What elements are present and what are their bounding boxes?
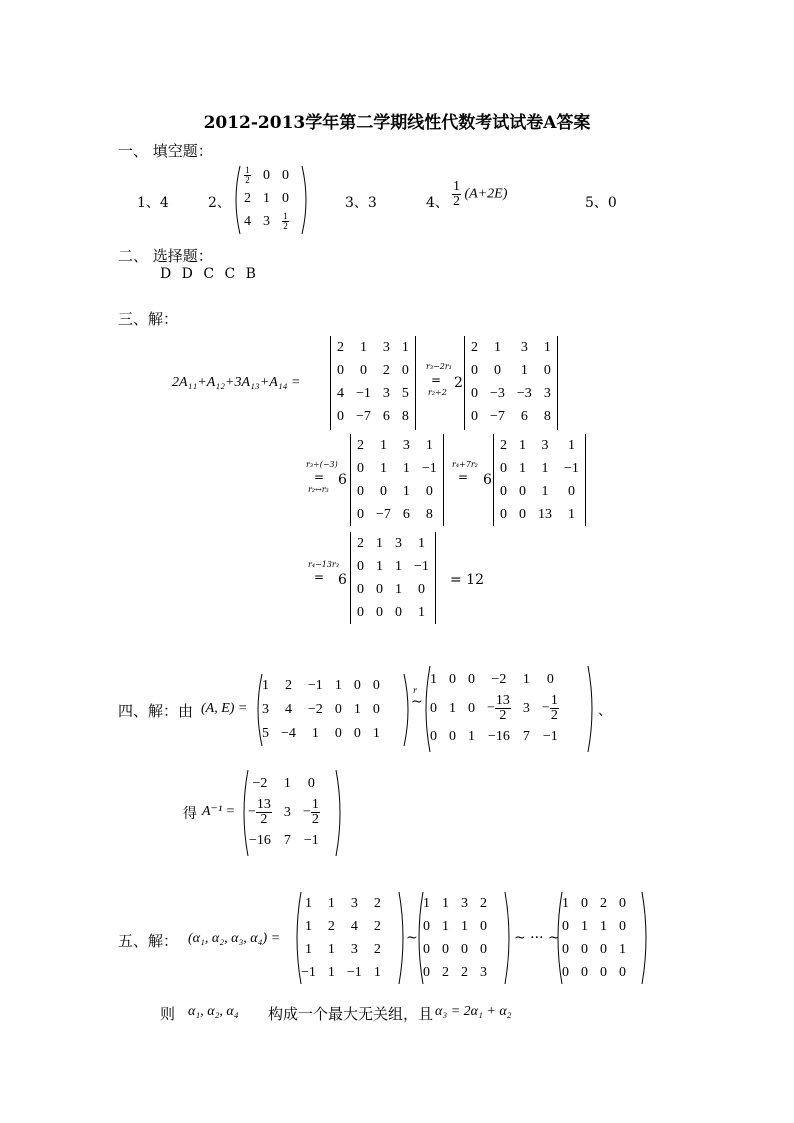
matrix-cell: 3 (461, 895, 468, 911)
matrix-cell: 1 (327, 941, 335, 957)
matrix-cell: 3 (350, 895, 358, 911)
matrix-row (556, 892, 632, 915)
row-op-1a: r₃−2r₁ (426, 362, 452, 371)
matrix-row (256, 674, 386, 698)
answer-5: 5、0 (585, 195, 617, 211)
matrix-cell: 2 (244, 190, 251, 206)
matrix-cell: 8 (401, 408, 409, 424)
matrix-cell: 0 (619, 895, 626, 911)
matrix-cell: 1 (417, 535, 425, 551)
matrix-cell: 0 (600, 941, 607, 957)
row-op-1b: r₂÷2 (428, 388, 447, 397)
matrix-row (494, 457, 585, 480)
matrix-row (417, 961, 493, 984)
matrix-cell: 0 (480, 941, 487, 957)
matrix-cell: − $\frac{1}{2}$ (541, 693, 558, 723)
matrix-cell: 0 (353, 678, 361, 693)
augmented-matrix-label: (A, E) = (201, 701, 248, 716)
matrix-cell: −1 (301, 964, 316, 980)
matrix-row (417, 938, 493, 961)
matrix-cell: $\frac{1}{2}$ (283, 211, 288, 231)
matrix-row (417, 915, 493, 938)
matrix-cell: 0 (562, 941, 569, 957)
matrix-cell: 2 (373, 941, 381, 957)
matrix-row (351, 457, 443, 480)
matrix-cell: 0 (334, 726, 342, 741)
determinant-5 (350, 532, 436, 624)
matrix-row (556, 915, 632, 938)
matrix-cell: 1 (334, 678, 342, 693)
matrix-cell: 2 (373, 918, 381, 934)
tilde-sign: ~ (406, 930, 418, 946)
matrix-cell: 0 (442, 941, 449, 957)
vector-matrix-3 (554, 890, 650, 986)
matrix-cell: 2 (357, 535, 364, 551)
matrix-cell: $\frac{1}{2}$ (245, 165, 250, 185)
matrix-cell: 2 (337, 339, 344, 355)
matrix-cell: 3 (520, 339, 528, 355)
matrix-cell: 2 (357, 437, 364, 453)
matrix-cell: 2 (442, 964, 449, 980)
matrix-cell: 0 (425, 483, 433, 499)
matrix-cell: −2 (252, 776, 268, 791)
matrix-cell: 3 (382, 385, 390, 401)
determinant-3 (350, 434, 444, 526)
matrix-cell: 7 (522, 729, 530, 744)
matrix-cell: 3 (382, 339, 390, 355)
matrix-cell: 0 (562, 964, 569, 980)
matrix-cell: 2 (382, 362, 390, 378)
matrix-cell: 1 (581, 918, 588, 934)
matrix-cell: 1 (262, 678, 269, 693)
matrix-cell: 5 (262, 726, 269, 741)
matrix-cell: 1 (304, 895, 312, 911)
inverse-symbol: A⁻¹ = (202, 804, 236, 819)
equals-sign: = (314, 570, 325, 584)
matrix-cell: 1 (311, 726, 319, 741)
matrix-cell: 0 (372, 702, 380, 717)
matrix-cell: 0 (337, 362, 344, 378)
matrix-cell: 0 (263, 167, 270, 183)
matrix-cell: 4 (244, 213, 251, 229)
cofactor-sum: 2A₁₁+A₁₂+3A₁₃+A₁₄ = (172, 375, 301, 390)
matrix-cell: 1 (376, 535, 383, 551)
matrix-cell: −16 (488, 729, 510, 744)
matrix-row (331, 405, 415, 428)
matrix-row (238, 210, 295, 233)
matrix-cell: 0 (401, 362, 409, 378)
trailing-comma: 、 (598, 703, 612, 719)
matrix-cell: 1 (395, 558, 402, 574)
matrix-row (242, 798, 326, 827)
matrix-cell: 0 (372, 678, 380, 693)
matrix-cell: 1 (304, 941, 312, 957)
matrix-row (238, 164, 295, 187)
matrix-cell: 1 (442, 918, 449, 934)
matrix-cell: 0 (468, 672, 475, 687)
matrix-row (494, 480, 585, 503)
matrix-cell: 0 (282, 167, 289, 183)
equals-sign: = (431, 373, 442, 387)
matrix-cell: 0 (500, 460, 507, 476)
matrix-cell: 0 (423, 941, 430, 957)
matrix-cell: 0 (449, 729, 456, 744)
matrix-row (424, 723, 565, 751)
matrix-row (238, 187, 295, 210)
matrix-row (465, 359, 557, 382)
matrix-cell: 0 (493, 362, 501, 378)
matrix-row (465, 382, 557, 405)
matrix-cell: 2 (461, 964, 468, 980)
matrix-cell: 8 (543, 408, 551, 424)
matrix-cell: 1 (376, 558, 383, 574)
matrix-cell: 2 (480, 895, 487, 911)
matrix-cell: 6 (382, 408, 390, 424)
matrix-row (242, 770, 326, 798)
matrix-cell: 7 (283, 833, 291, 848)
matrix-cell: 2 (600, 895, 607, 911)
matrix-cell: 0 (307, 776, 315, 791)
matrix-cell: 0 (567, 483, 575, 499)
section-2-heading: 二、 选择题： (118, 247, 213, 265)
matrix-cell: 2 (471, 339, 478, 355)
matrix-cell: 1 (353, 702, 361, 717)
matrix-cell: 1 (327, 964, 335, 980)
vector-group-label: (α₁, α₂, α₃, α₄) = (188, 931, 281, 946)
matrix-cell: −2 (491, 672, 507, 687)
matrix-cell: 0 (395, 604, 402, 620)
matrix-cell: 0 (334, 702, 342, 717)
matrix-cell: 3 (402, 437, 410, 453)
matrix-cell: 2 (284, 678, 292, 693)
matrix-cell: 3 (283, 804, 291, 820)
matrix-cell: −2 (307, 702, 323, 717)
choice-answers: D D C C B (160, 266, 256, 282)
matrix-cell: 1 (395, 581, 402, 597)
ellipsis-equivalence: ~ ··· ~ (514, 930, 560, 946)
matrix-row (556, 961, 632, 984)
coefficient-4: 6 (338, 572, 347, 588)
matrix-cell: 0 (430, 729, 437, 744)
row-op-3: r₄+7r₂ (452, 460, 478, 469)
matrix-cell: 3 (543, 385, 551, 401)
matrix-row (424, 666, 565, 694)
matrix-cell: −3 (516, 385, 532, 401)
conclusion-equation: α₃ = 2α₁ + α₂ (435, 1004, 512, 1019)
matrix-cell: 0 (519, 483, 526, 499)
matrix-cell: 1 (522, 672, 530, 687)
matrix-cell: −1 (414, 558, 429, 574)
matrix-cell: 1 (402, 460, 410, 476)
matrix-cell: 0 (581, 895, 588, 911)
matrix-cell: 1 (543, 339, 551, 355)
matrix-cell: 0 (461, 941, 468, 957)
answer-1: 1、4 (137, 195, 169, 211)
coefficient-1: 2 (454, 375, 463, 391)
matrix-cell: 0 (471, 385, 478, 401)
matrix-cell: 4 (284, 702, 292, 717)
section-3-heading: 三、解： (118, 310, 179, 328)
matrix-cell: 1 (567, 437, 575, 453)
matrix-cell: 1 (519, 437, 526, 453)
matrix-cell: 1 (461, 918, 468, 934)
matrix-cell: 0 (376, 581, 383, 597)
matrix-row (331, 382, 415, 405)
matrix-cell: 0 (619, 918, 626, 934)
matrix-cell: 1 (567, 506, 575, 522)
matrix-cell: 1 (541, 460, 549, 476)
matrix-row (256, 722, 386, 746)
matrix-cell: 1 (600, 918, 607, 934)
matrix-cell: 0 (600, 964, 607, 980)
conclusion-vectors: α₁, α₂, α₄ (188, 1004, 239, 1019)
matrix-cell: 1 (379, 437, 387, 453)
matrix-cell: 3 (480, 964, 487, 980)
matrix-row (556, 938, 632, 961)
matrix-cell: 3 (263, 213, 270, 229)
matrix-cell: − $\frac{1}{2}$ (302, 797, 319, 827)
matrix-cell: 1 (519, 460, 526, 476)
matrix-cell: 13 (538, 506, 552, 522)
matrix-cell: −1 (542, 729, 558, 744)
matrix-cell: −4 (281, 726, 296, 741)
answer-4-expr: $\frac{1}{2}$ (A+2E) (453, 179, 508, 209)
matrix-cell: 2 (500, 437, 507, 453)
matrix-cell: 0 (337, 408, 344, 424)
matrix-cell: − $\frac{13}{2}$ (248, 797, 271, 827)
matrix-row (295, 961, 387, 984)
matrix-cell: − $\frac{13}{2}$ (487, 693, 510, 723)
equals-sign: = (314, 470, 325, 484)
matrix-cell: 0 (468, 700, 475, 716)
tilde-sign: ~ (411, 694, 423, 710)
matrix-cell: −7 (490, 408, 505, 424)
determinant-4 (493, 434, 586, 526)
matrix-cell: 0 (430, 700, 437, 716)
section-5-heading: 五、解： (118, 932, 179, 950)
matrix-row (351, 434, 443, 457)
matrix-cell: 1 (417, 604, 425, 620)
matrix-cell: 1 (423, 895, 430, 911)
matrix-cell: 3 (395, 535, 402, 551)
matrix-row (295, 938, 387, 961)
matrix-cell: 1 (373, 964, 381, 980)
matrix-cell: 2 (373, 895, 381, 911)
matrix-cell: 0 (449, 672, 456, 687)
matrix-cell: 0 (519, 506, 526, 522)
inverse-matrix (240, 768, 344, 858)
matrix-cell: −16 (249, 833, 271, 848)
matrix-cell: 1 (493, 339, 501, 355)
vector-matrix-2 (415, 890, 513, 986)
matrix-cell: 0 (376, 604, 383, 620)
matrix-cell: 1 (401, 339, 409, 355)
matrix-cell: 3 (541, 437, 549, 453)
matrix-row (465, 336, 557, 359)
determinant-2 (464, 336, 558, 430)
matrix-cell: 1 (430, 672, 437, 687)
matrix-cell: 1 (442, 895, 449, 911)
matrix-cell: 1 (359, 339, 367, 355)
matrix-cell: 1 (425, 437, 433, 453)
matrix-cell: 2 (327, 918, 335, 934)
matrix-row (351, 578, 435, 601)
vector-matrix-1 (293, 890, 407, 986)
matrix-cell: 1 (283, 776, 291, 791)
matrix-row (351, 480, 443, 503)
matrix-cell: 1 (541, 483, 549, 499)
matrix-cell: 0 (471, 362, 478, 378)
matrix-cell: 8 (425, 506, 433, 522)
matrix-cell: 0 (471, 408, 478, 424)
matrix-cell: 6 (402, 506, 410, 522)
matrix-cell: 5 (401, 385, 409, 401)
matrix-row (242, 827, 326, 855)
matrix-cell: 6 (520, 408, 528, 424)
section-4-heading: 四、解：由 (118, 702, 194, 720)
row-op-2b: r₂↔r₃ (308, 485, 329, 494)
matrix-row (494, 503, 585, 526)
matrix-cell: 1 (520, 362, 528, 378)
matrix-cell: 1 (304, 918, 312, 934)
matrix-cell: 1 (402, 483, 410, 499)
matrix-cell: 0 (357, 483, 364, 499)
section-1-heading: 一、 填空题： (118, 142, 213, 160)
matrix-cell: 0 (357, 506, 364, 522)
matrix-cell: 4 (337, 385, 344, 401)
matrix-cell: 0 (423, 918, 430, 934)
matrix-cell: 1 (619, 941, 626, 957)
conclusion-text: 构成一个最大无关组，且 (268, 1005, 434, 1023)
matrix-cell: 0 (357, 604, 364, 620)
matrix-row (351, 532, 435, 555)
conclusion-prefix: 则 (160, 1005, 176, 1023)
matrix-cell: 0 (357, 558, 364, 574)
matrix-row (465, 405, 557, 428)
row-op-4: r₄−13r₃ (308, 560, 339, 569)
row-op-2a: r₃÷(−3) (306, 460, 338, 469)
inverse-label: 得 (183, 806, 197, 822)
matrix-cell: 0 (359, 362, 367, 378)
matrix-cell: 3 (522, 700, 530, 716)
matrix-cell: 0 (282, 190, 289, 206)
matrix-row (494, 434, 585, 457)
matrix-row (351, 503, 443, 526)
matrix-cell: −1 (307, 678, 323, 693)
matrix-row (417, 892, 493, 915)
matrix-cell: −1 (346, 964, 362, 980)
matrix-cell: 0 (379, 483, 387, 499)
matrix-cell: 0 (417, 581, 425, 597)
answer-4-label: 4、 (426, 195, 449, 211)
matrix-cell: 0 (480, 918, 487, 934)
augmented-matrix (254, 672, 412, 748)
matrix-row (331, 359, 415, 382)
matrix-cell: 1 (562, 895, 569, 911)
matrix-cell: 1 (372, 726, 380, 741)
determinant-1 (330, 336, 416, 430)
answer-3: 3、3 (345, 195, 377, 211)
matrix-cell: 0 (543, 362, 551, 378)
matrix-row (256, 698, 386, 722)
matrix-cell: −7 (356, 408, 371, 424)
matrix-cell: 0 (500, 483, 507, 499)
determinant-result: = 12 (450, 572, 484, 588)
row-transform-label: r (413, 686, 417, 695)
matrix-cell: 0 (353, 726, 361, 741)
matrix-cell: 3 (350, 941, 358, 957)
matrix-row (351, 601, 435, 624)
matrix-row (351, 555, 435, 578)
matrix-cell: −3 (490, 385, 505, 401)
coefficient-2: 6 (338, 472, 347, 488)
matrix-cell: 0 (581, 964, 588, 980)
matrix-cell: 0 (581, 941, 588, 957)
matrix-cell: 1 (449, 700, 456, 716)
matrix-cell: −1 (421, 460, 437, 476)
matrix-row (424, 694, 565, 723)
matrix-cell: −1 (303, 833, 319, 848)
reduced-matrix (422, 664, 596, 754)
answer-2-label: 2、 (208, 195, 231, 211)
matrix-cell: 0 (357, 581, 364, 597)
page-title: 2012-2013学年第二学期线性代数考试试卷A答案 (203, 113, 591, 133)
matrix-cell: 0 (546, 672, 554, 687)
matrix-row (295, 892, 387, 915)
matrix-cell: 0 (423, 964, 430, 980)
matrix-cell: 4 (350, 918, 358, 934)
matrix-cell: 0 (357, 460, 364, 476)
matrix-cell: 1 (379, 460, 387, 476)
matrix-row (295, 915, 387, 938)
matrix-cell: 3 (262, 702, 269, 717)
matrix-cell: 0 (619, 964, 626, 980)
matrix-cell: −1 (564, 460, 579, 476)
matrix-cell: −1 (356, 385, 371, 401)
coefficient-3: 6 (483, 472, 492, 488)
matrix-cell: 1 (327, 895, 335, 911)
matrix-cell: 0 (500, 506, 507, 522)
matrix-cell: 1 (468, 729, 475, 744)
matrix-cell: 0 (562, 918, 569, 934)
matrix-cell: −7 (376, 506, 391, 522)
matrix-cell: 1 (263, 190, 270, 206)
matrix-row (331, 336, 415, 359)
equals-sign: = (458, 470, 469, 484)
